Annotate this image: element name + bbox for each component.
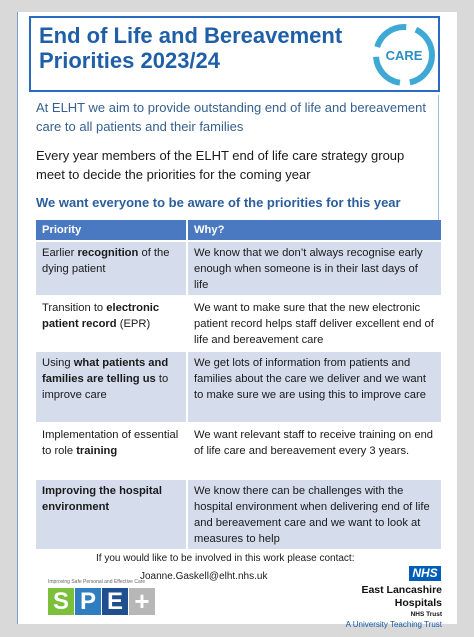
- priorities-heading: We want everyone to be aware of the priorities for this year: [36, 195, 401, 210]
- priority-cell: Using what patients and families are telling us to improve care: [36, 351, 187, 423]
- trust-suffix: NHS Trust: [410, 611, 442, 618]
- header-priority: Priority: [36, 220, 187, 241]
- priority-cell: Improving the hospital environment: [36, 479, 187, 549]
- table-header-row: [36, 220, 441, 241]
- title-line-1: End of Life and Bereavement: [39, 23, 343, 48]
- contact-text: If you would like to be involved in this work please contact:: [96, 553, 355, 564]
- priorities-table: [36, 220, 441, 549]
- page-border: [17, 12, 18, 624]
- trust-logo: [322, 584, 442, 630]
- table-row: [36, 296, 441, 351]
- why-cell: We know that we don’t always recognise early enough when someone is in their last days of life: [187, 241, 441, 296]
- trust-name: East Lancashire Hospitals: [361, 584, 442, 609]
- spe-letter-p: P: [75, 588, 101, 615]
- table-row: [36, 423, 441, 479]
- title-line-2: Priorities 2023/24: [39, 48, 221, 73]
- page-title: [39, 23, 342, 73]
- why-cell: We know there can be challenges with the hospital environment when delivering end of life and bereavement care and we want to look at measures to help: [187, 479, 441, 549]
- spe-caption: Improving Safe Personal and Effective Care: [48, 579, 146, 585]
- care-logo: [372, 23, 436, 87]
- title-box: [29, 16, 440, 92]
- intro-text: At ELHT we aim to provide outstanding end of life and bereavement care to all patients and their families: [36, 100, 426, 134]
- spe-letter-e: E: [102, 588, 128, 615]
- strategy-text: Every year members of the ELHT end of life care strategy group meet to decide the priorities for the coming year: [36, 148, 405, 182]
- spe-letter-s: S: [48, 588, 74, 615]
- care-logo-text: CARE: [385, 48, 423, 63]
- priority-cell: Earlier recognition of the dying patient: [36, 241, 187, 296]
- trust-tagline: A University Teaching Trust: [345, 620, 442, 629]
- table-row: [36, 479, 441, 549]
- table-row: [36, 351, 441, 423]
- spe-logo: [48, 588, 155, 615]
- priority-cell: Transition to electronic patient record (EPR): [36, 296, 187, 351]
- why-cell: We want relevant staff to receive training on end of life care and bereavement every 3 years.: [187, 423, 441, 479]
- nhs-logo: NHS: [409, 566, 441, 581]
- contact-email-link[interactable]: Joanne.Gaskell@elht.nhs.uk: [140, 571, 268, 582]
- priority-cell: Implementation of essential to role training: [36, 423, 187, 479]
- why-cell: We get lots of information from patients and families about the care we deliver and we want to make sure we are using this to improve care: [187, 351, 441, 423]
- table-row: [36, 241, 441, 296]
- why-cell: We want to make sure that the new electronic patient record helps staff deliver excellent end of life and bereavement care: [187, 296, 441, 351]
- spe-plus-icon: +: [129, 588, 155, 615]
- header-why: Why?: [187, 220, 441, 241]
